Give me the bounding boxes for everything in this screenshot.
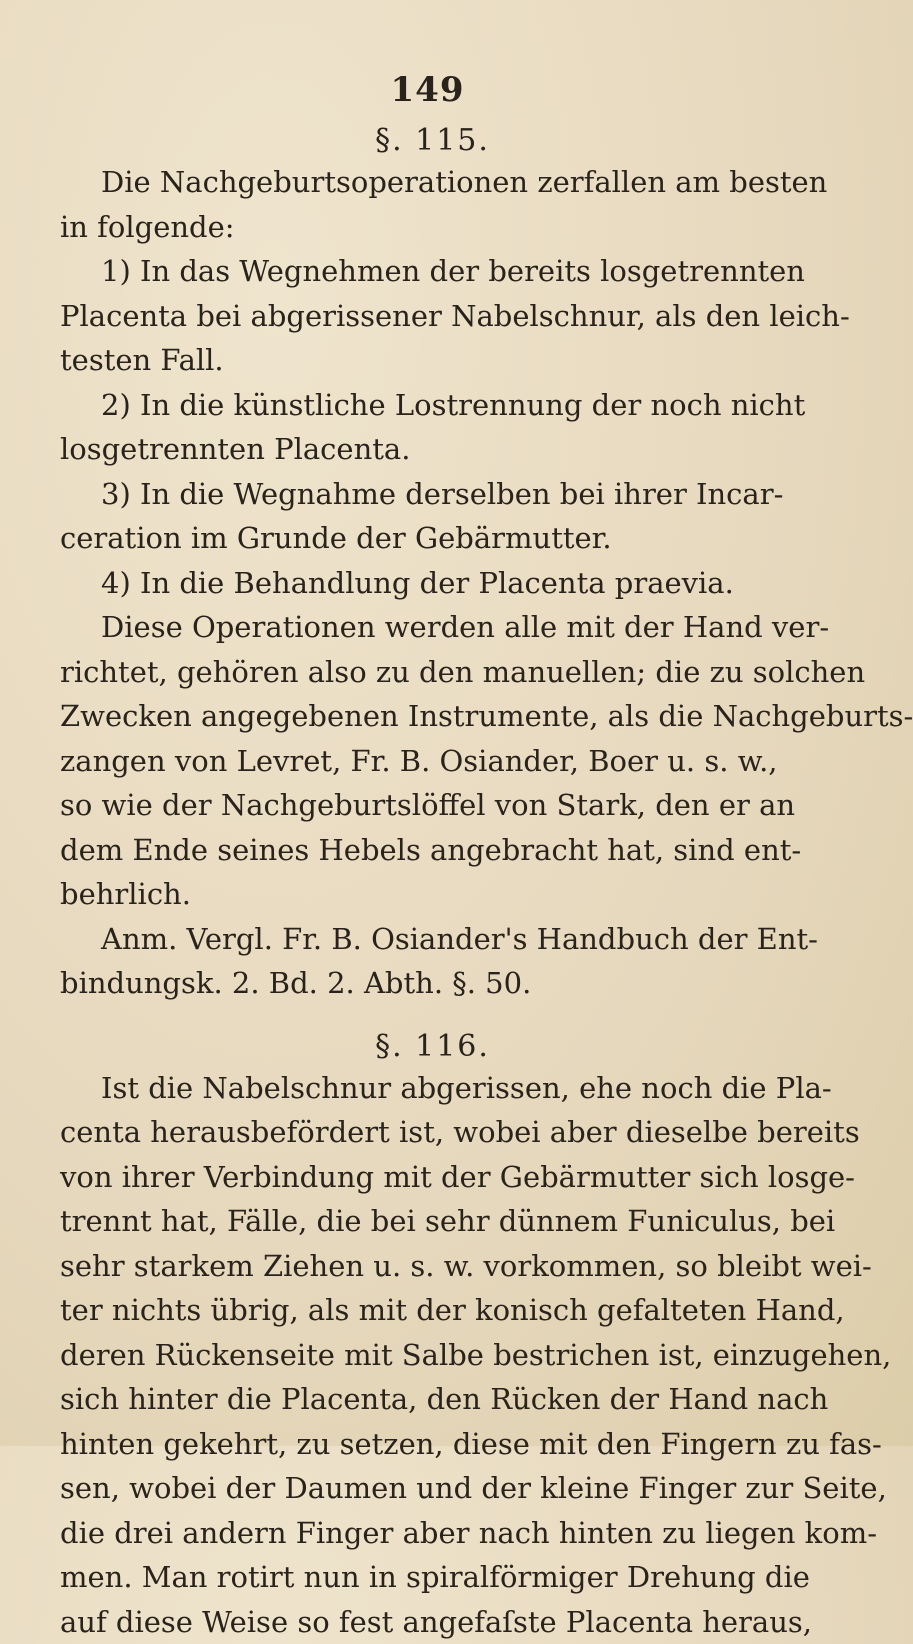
section-gap	[60, 1006, 775, 1028]
page-number: 149	[60, 70, 775, 110]
text-line: Diese Operationen werden alle mit der Hand ver-	[60, 605, 775, 650]
text-line: auf diese Weise so fest angefaſste Placenta heraus,	[60, 1600, 775, 1644]
text-line: sich hinter die Placenta, den Rücken der Hand nach	[60, 1377, 775, 1422]
section-heading: §. 115.	[60, 122, 775, 160]
text-line: centa herausbefördert ist, wobei aber dieselbe bereits	[60, 1110, 775, 1155]
section-heading: §. 116.	[60, 1028, 775, 1066]
text-line: trennt hat, Fälle, die bei sehr dünnem Funiculus, bei	[60, 1199, 775, 1244]
text-line: so wie der Nachgeburtslöffel von Stark, den er an	[60, 783, 775, 828]
section-body	[60, 1066, 775, 1644]
text-line: 1) In das Wegnehmen der bereits losgetrennten	[60, 249, 775, 294]
text-line: behrlich.	[60, 872, 775, 917]
text-line: Die Nachgeburtsoperationen zerfallen am besten	[60, 160, 775, 205]
text-line: 4) In die Behandlung der Placenta praevia.	[60, 561, 775, 606]
text-line: richtet, gehören also zu den manuellen; die zu solchen	[60, 650, 775, 695]
book-page	[60, 70, 775, 1644]
note-line: bindungsk. 2. Bd. 2. Abth. §. 50.	[60, 961, 775, 1006]
text-line: ceration im Grunde der Gebärmutter.	[60, 516, 775, 561]
text-line: deren Rückenseite mit Salbe bestrichen ist, einzugehen,	[60, 1333, 775, 1378]
text-line: die drei andern Finger aber nach hinten zu liegen kom-	[60, 1511, 775, 1556]
text-line: losgetrennten Placenta.	[60, 427, 775, 472]
text-line: Ist die Nabelschnur abgerissen, ehe noch die Pla-	[60, 1066, 775, 1111]
text-line: sehr starkem Ziehen u. s. w. vorkommen, so bleibt wei-	[60, 1244, 775, 1289]
section-115	[60, 122, 775, 1006]
note-line: Anm. Vergl. Fr. B. Osiander's Handbuch der Ent-	[60, 917, 775, 962]
text-line: in folgende:	[60, 205, 775, 250]
text-line: testen Fall.	[60, 338, 775, 383]
section-116	[60, 1028, 775, 1644]
text-line: zangen von Levret, Fr. B. Osiander, Boer u. s. w.,	[60, 739, 775, 784]
text-line: von ihrer Verbindung mit der Gebärmutter sich losge-	[60, 1155, 775, 1200]
text-line: 2) In die künstliche Lostrennung der noch nicht	[60, 383, 775, 428]
text-line: men. Man rotirt nun in spiralförmiger Drehung die	[60, 1555, 775, 1600]
section-body	[60, 160, 775, 1006]
text-line: 3) In die Wegnahme derselben bei ihrer Incar-	[60, 472, 775, 517]
text-line: Placenta bei abgerissener Nabelschnur, als den leich-	[60, 294, 775, 339]
text-line: hinten gekehrt, zu setzen, diese mit den Fingern zu fas-	[60, 1422, 775, 1467]
text-line: ter nichts übrig, als mit der konisch gefalteten Hand,	[60, 1288, 775, 1333]
text-line: Zwecken angegebenen Instrumente, als die Nachgeburts-	[60, 694, 775, 739]
text-line: dem Ende seines Hebels angebracht hat, sind ent-	[60, 828, 775, 873]
text-line: sen, wobei der Daumen und der kleine Finger zur Seite,	[60, 1466, 775, 1511]
